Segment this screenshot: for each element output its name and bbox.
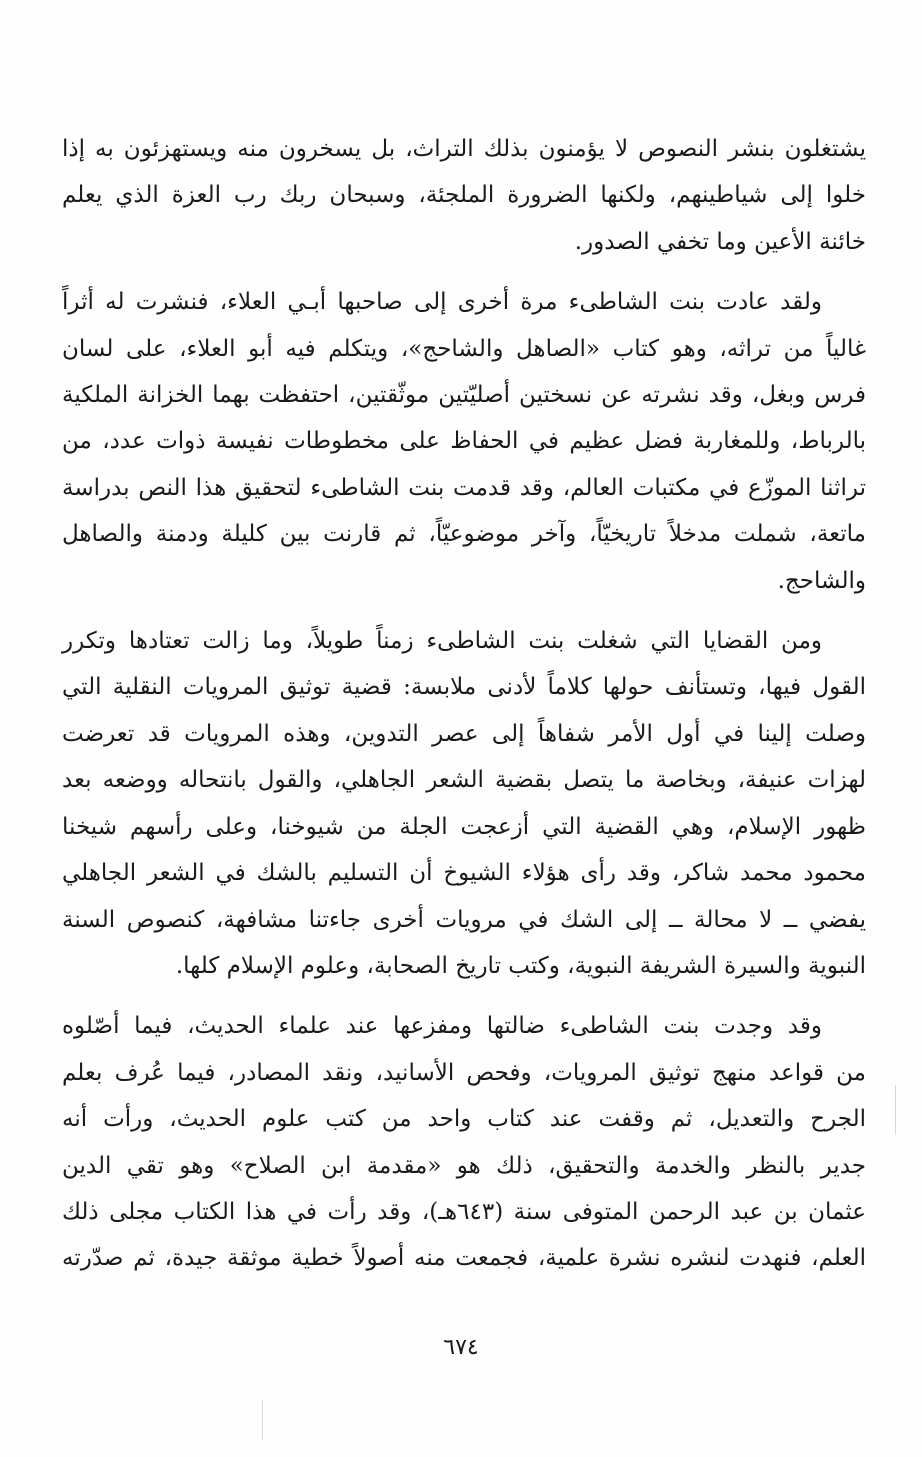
text-line: خلوا إلى شياطينهم، ولكنها الضرورة الملجئة، وسبحان ربك رب العزة الذي يعلم (62, 182, 866, 209)
text-line: الجرح والتعديل، ثم وقفت عند كتاب واحد من كتب علوم الحديث، ورأت أنه (62, 1106, 866, 1133)
text-line: وصلت إلينا في أول الأمر شفاهاً إلى عصر التدوين، وهذه المرويات قد تعرضت (62, 720, 866, 747)
text-line: والشاحج. (777, 567, 866, 594)
scan-edge-mark (895, 1085, 896, 1135)
text-line: لهزات عنيفة، وبخاصة ما يتصل بقضية الشعر الجاهلي، والقول بانتحاله ووضعه بعد (62, 767, 866, 794)
paragraph (62, 618, 866, 989)
paragraph (62, 126, 866, 265)
text-line: جدير بالنظر والخدمة والتحقيق، ذلك هو «مقدمة ابن الصلاح» وهو تقي الدين (62, 1152, 866, 1179)
text-line: ومن القضايا التي شغلت بنت الشاطىء زمناً طويلاً، وما زالت تعتادها وتكرر (62, 628, 822, 655)
text-line: النبوية والسيرة الشريفة النبوية، وكتب تاريخ الصحابة، وعلوم الإسلام كلها. (175, 952, 866, 979)
text-line: القول فيها، وتستأنف حولها كلاماً لأدنى ملابسة: قضية توثيق المرويات النقلية التي (62, 674, 866, 701)
text-line: بالرباط، وللمغاربة فضل عظيم في الحفاظ على مخطوطات نفيسة ذوات عدد، من (62, 428, 866, 455)
body-text (62, 126, 866, 1296)
text-line: فرس وبغل، وقد نشرته عن نسختين أصليّتين موثّقتين، احتفظت بهما الخزانة الملكية (62, 382, 866, 409)
page-number: ٦٧٤ (443, 1335, 479, 1360)
text-line: تراثنا الموزّع في مكتبات العالم، وقد قدمت بنت الشاطىء لتحقيق هذا النص بدراسة (62, 474, 866, 501)
text-line: يفضي ــ لا محالة ــ إلى الشك في مرويات أخرى جاءتنا مشافهة، كنصوص السنة (62, 906, 866, 933)
text-line: عثمان بن عبد الرحمن المتوفى سنة (٦٤٣هـ)، وقد رأت في هذا الكتاب مجلى ذلك (62, 1198, 866, 1225)
text-line: يشتغلون بنشر النصوص لا يؤمنون بذلك التراث، بل يسخرون منه ويستهزئون به إذا (62, 136, 866, 162)
text-line: وقد وجدت بنت الشاطىء ضالتها ومفزعها عند علماء الحديث، فيما أصّلوه (62, 1013, 822, 1040)
text-line: غالياً من تراثه، وهو كتاب «الصاهل والشاحج»، ويتكلم فيه أبو العلاء، على لسان (62, 335, 866, 362)
text-line: من قواعد منهج توثيق المرويات، وفحص الأسانيد، ونقد المصادر، فيما عُرف بعلم (62, 1059, 866, 1086)
text-line: خائنة الأعين وما تخفي الصدور. (574, 228, 866, 255)
paragraph (62, 279, 866, 604)
text-line: ولقد عادت بنت الشاطىء مرة أخرى إلى صاحبها أبـي العلاء، فنشرت له أثراً (62, 289, 822, 316)
text-line: ظهور الإسلام، وهي القضية التي أزعجت الجلة من شيوخنا، وعلى رأسهم شيخنا (62, 813, 866, 840)
scan-edge-mark (262, 1400, 263, 1440)
text-line: العلم، فنهدت لنشره نشرة علمية، فجمعت منه أصولاً خطية موثقة جيدة، ثم صدّرته (62, 1245, 866, 1272)
text-line: ماتعة، شملت مدخلاً تاريخيّاً، وآخر موضوعيّاً، ثم قارنت بين كليلة ودمنة والصاهل (62, 521, 866, 548)
text-line: محمود محمد شاكر، وقد رأى هؤلاء الشيوخ أن التسليم بالشك في الشعر الجاهلي (62, 860, 866, 887)
paragraph (62, 1003, 866, 1281)
